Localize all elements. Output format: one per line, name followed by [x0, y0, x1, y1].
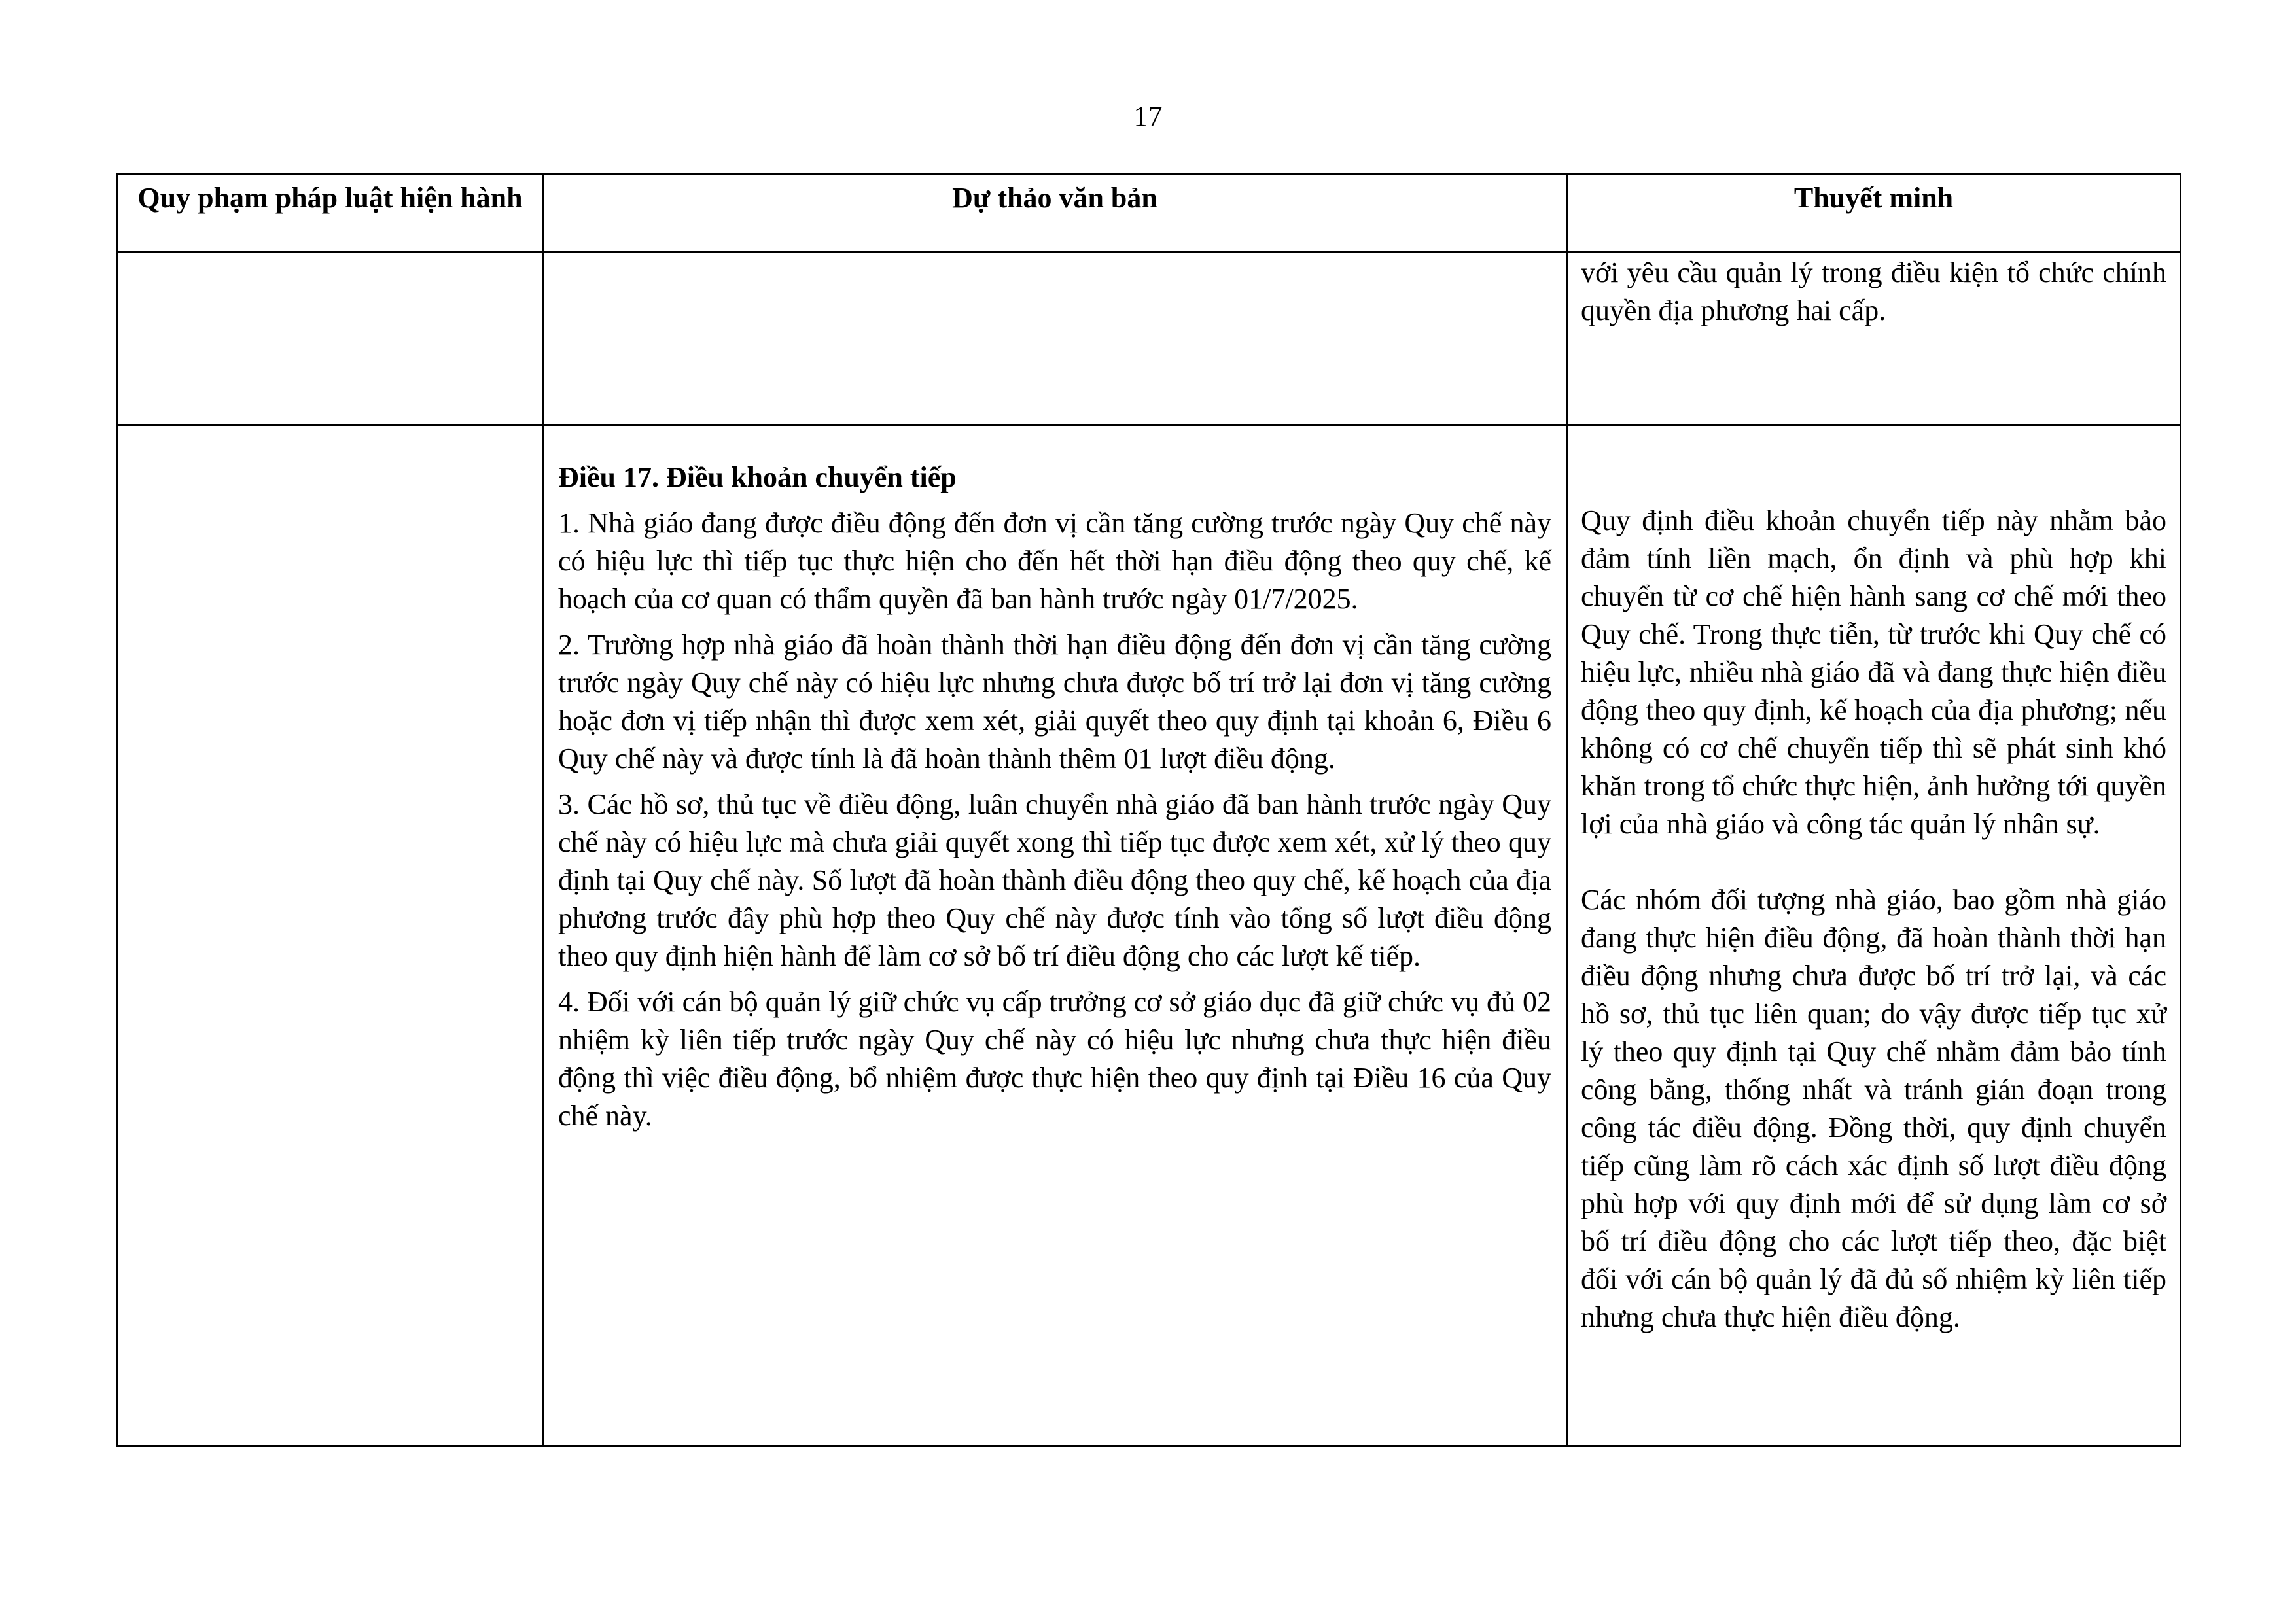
- comparison-table: [116, 173, 2181, 1447]
- header-current-law: Quy phạm pháp luật hiện hành: [118, 175, 543, 252]
- cell-current-law: [118, 425, 543, 1446]
- header-draft-text: Dự thảo văn bản: [543, 175, 1567, 252]
- explanation-paragraph-1: Quy định điều khoản chuyển tiếp này nhằm bảo đảm tính liền mạch, ổn định và phù hợp khi chuyển từ cơ chế hiện hành sang cơ chế mới theo Quy chế. Trong thực tiễn, từ trước khi Quy chế có hiệu lực, nhiều nhà giáo đã và đang thực hiện điều động theo quy định, kế hoạch của địa phương; nếu không có cơ chế chuyển tiếp thì sẽ phát sinh khó khăn trong tổ chức thực hiện, ảnh hưởng tới quyền lợi của nhà giáo và công tác quản lý nhân sự.: [1581, 504, 2166, 840]
- cell-current-law: [118, 252, 543, 425]
- article-title: Điều 17. Điều khoản chuyển tiếp: [558, 461, 957, 493]
- cell-draft: [543, 252, 1567, 425]
- header-explanation: Thuyết minh: [1567, 175, 2181, 252]
- table-row: [118, 252, 2181, 425]
- clause-2: 2. Trường hợp nhà giáo đã hoàn thành thời hạn điều động đến đơn vị cần tăng cường trước ngày Quy chế này có hiệu lực nhưng chưa được bố trí trở lại đơn vị tăng cường hoặc đơn vị tiếp nhận thì được xem xét, giải quyết theo quy định tại khoản 6, Điều 6 Quy chế này và được tính là đã hoàn thành thêm 01 lượt điều động.: [558, 629, 1551, 775]
- explanation-paragraph-2: Các nhóm đối tượng nhà giáo, bao gồm nhà giáo đang thực hiện điều động, đã hoàn thành thời hạn điều động nhưng chưa được bố trí trở lại, và các hồ sơ, thủ tục liên quan; do vậy được tiếp tục xử lý theo quy định tại Quy chế nhằm đảm bảo tính công bằng, thống nhất và tránh gián đoạn trong công tác điều động. Đồng thời, quy định chuyển tiếp cũng làm rõ cách xác định số lượt điều động phù hợp với quy định mới để sử dụng làm cơ sở bố trí điều động cho các lượt tiếp theo, đặc biệt đối với cán bộ quản lý đã đủ số nhiệm kỳ liên tiếp nhưng chưa thực hiện điều động.: [1581, 884, 2166, 1333]
- table-row: [118, 425, 2181, 1446]
- clause-4: 4. Đối với cán bộ quản lý giữ chức vụ cấp trưởng cơ sở giáo dục đã giữ chức vụ đủ 02 nhiệm kỳ liên tiếp trước ngày Quy chế này có hiệu lực nhưng chưa thực hiện điều động thì việc điều động, bổ nhiệm được thực hiện theo quy định tại Điều 16 của Quy chế này.: [558, 986, 1551, 1132]
- explanation-paragraph: với yêu cầu quản lý trong điều kiện tổ chức chính quyền địa phương hai cấp.: [1581, 256, 2166, 326]
- page-number: 17: [1133, 100, 1163, 132]
- table-header-row: [118, 175, 2181, 252]
- clause-1: 1. Nhà giáo đang được điều động đến đơn vị cần tăng cường trước ngày Quy chế này có hiệu lực thì tiếp tục thực hiện cho đến hết thời hạn điều động theo quy chế, kế hoạch của cơ quan có thẩm quyền đã ban hành trước ngày 01/7/2025.: [558, 507, 1551, 615]
- cell-explanation: [1567, 425, 2181, 1446]
- cell-explanation: [1567, 252, 2181, 425]
- clause-3: 3. Các hồ sơ, thủ tục về điều động, luân chuyển nhà giáo đã ban hành trước ngày Quy chế này có hiệu lực mà chưa giải quyết xong thì tiếp tục được xem xét, xử lý theo quy định tại Quy chế này. Số lượt đã hoàn thành điều động theo quy chế, kế hoạch của địa phương trước đây phù hợp theo Quy chế này được tính vào tổng số lượt điều động theo quy định hiện hành để làm cơ sở bố trí điều động cho các lượt kế tiếp.: [558, 788, 1551, 972]
- cell-draft: [543, 425, 1567, 1446]
